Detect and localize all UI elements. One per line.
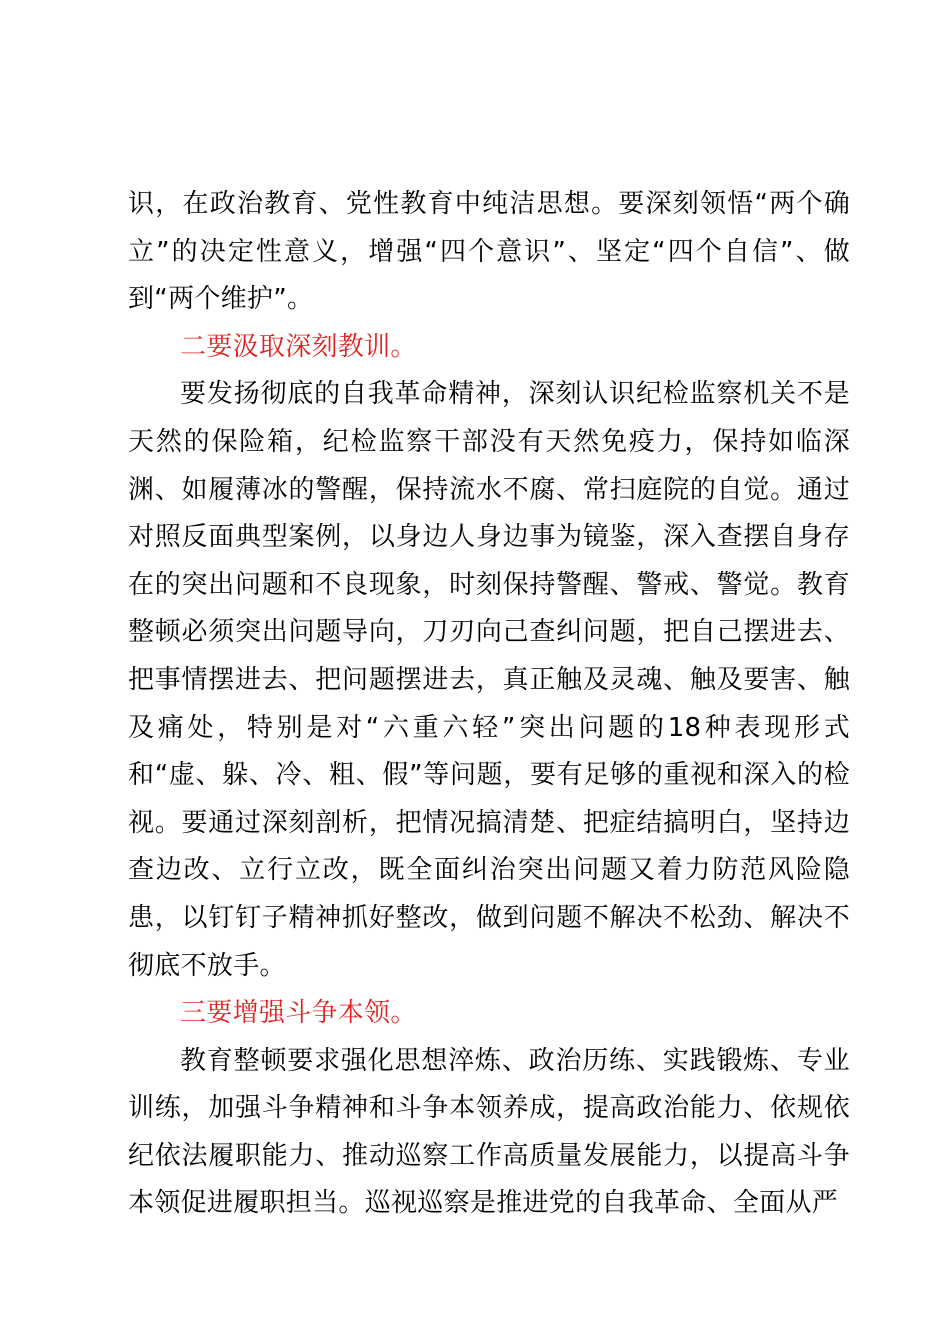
document-body — [128, 181, 850, 1228]
paragraph-continuation: 识，在政治教育、党性教育中纯洁思想。要深刻领悟“两个确立”的决定性意义，增强“四个意识”、坚定“四个自信”、做到“两个维护”。 — [128, 189, 850, 315]
section-heading-2: 二要汲取深刻教训。 — [180, 331, 417, 362]
paragraph-struggle-skills: 教育整顿要求强化思想淬炼、政治历练、实践锻炼、专业训练，加强斗争精神和斗争本领养成，提高政治能力、依规依纪依法履职能力、推动巡察工作高质量发展能力，以提高斗争本领促进履职担当。巡视巡察是推进党的自我革命、全面从严 — [128, 1045, 850, 1219]
paragraph-lessons: 要发扬彻底的自我革命精神，深刻认识纪检监察机关不是天然的保险箱，纪检监察干部没有天然免疫力，保持如临深渊、如履薄冰的警醒，保持流水不腐、常扫庭院的自觉。通过对照反面典型案例，以身边人身边事为镜鉴，深入查摆自身存在的突出问题和不良现象，时刻保持警醒、警戒、警觉。教育整顿必须突出问题导向，刀刃向己查纠问题，把自己摆进去、把事情摆进去、把问题摆进去，真正触及灵魂、触及要害、触及痛处，特别是对“六重六轻”突出问题的18种表现形式和“虚、躲、冷、粗、假”等问题，要有足够的重视和深入的检视。要通过深刻剖析，把情况搞清楚、把症结搞明白，坚持边查边改、立行立改，既全面纠治突出问题又着力防范风险隐患，以钉钉子精神抓好整改，做到问题不解决不松劲、解决不彻底不放手。 — [128, 379, 850, 981]
section-heading-3: 三要增强斗争本领。 — [180, 998, 417, 1029]
